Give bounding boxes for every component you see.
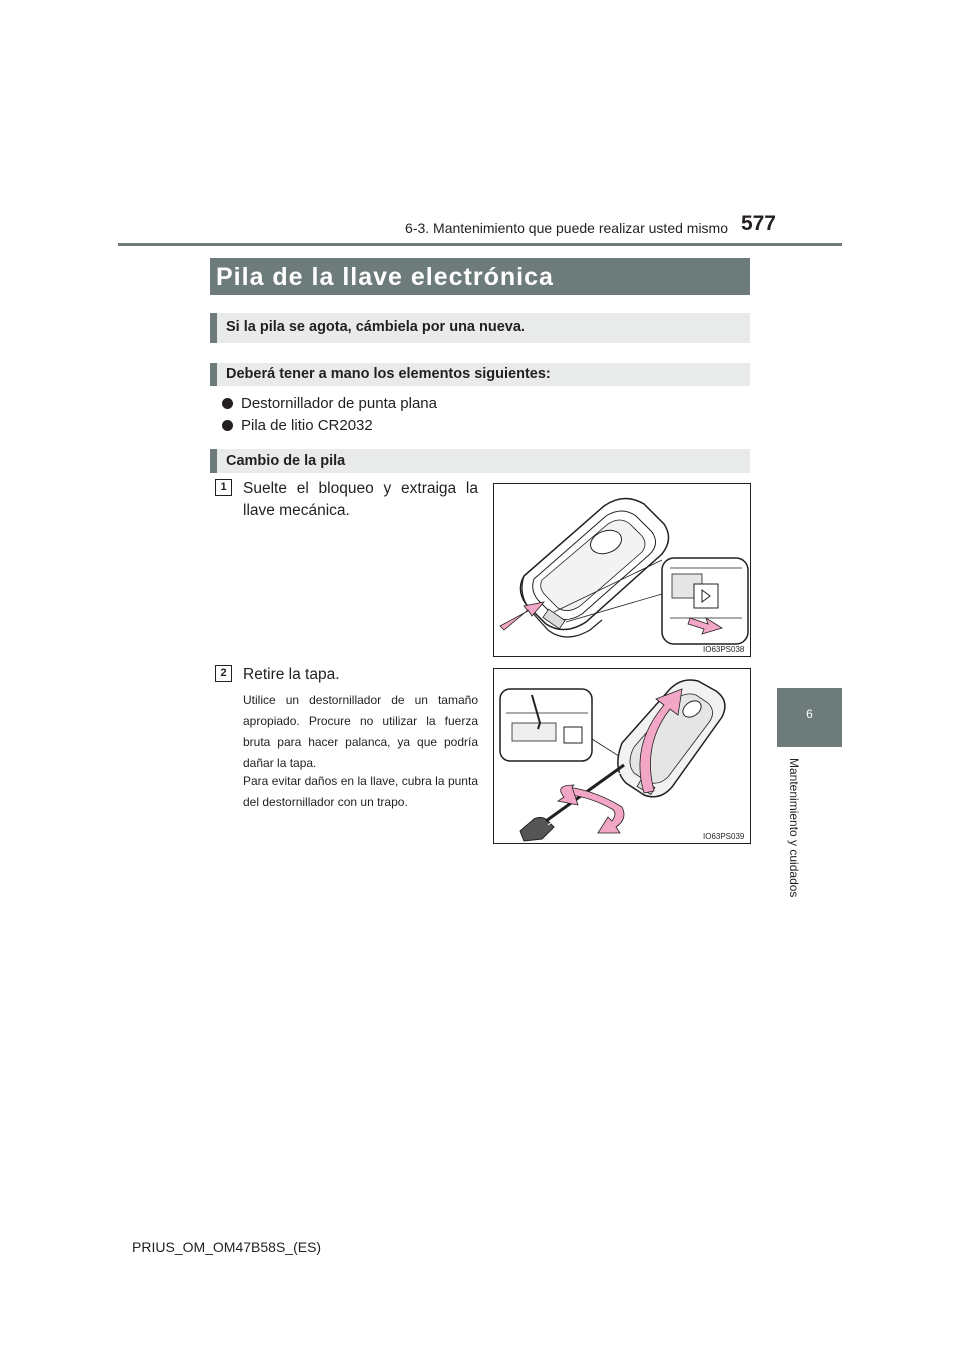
chapter-title bbox=[785, 758, 801, 908]
step-2-note-2: Para evitar daños en la llave, cubra la punta del destornillador con un trapo. bbox=[243, 774, 478, 809]
step-2-text: Retire la tapa. bbox=[243, 666, 340, 683]
chapter-number: 6 bbox=[806, 707, 813, 721]
page-number: 577 bbox=[740, 212, 776, 235]
step-1-text: Suelte el bloqueo y extraiga la llave mecánica. bbox=[243, 480, 478, 519]
document-footer: PRIUS_OM_OM47B58S_(ES) bbox=[132, 1239, 322, 1255]
bullet-icon bbox=[222, 398, 233, 409]
intro-box bbox=[210, 313, 750, 343]
cover-removal-illustration bbox=[494, 669, 750, 843]
chapter-title-text: Mantenimiento y cuidados bbox=[787, 758, 801, 898]
step-2-note-1: Utilice un destornillador de un tamaño apropiado. Procure no utilizar la fuerza bruta para hacer palanca, ya que podría dañar la tapa. bbox=[243, 693, 478, 770]
list-item-text: Pila de litio CR2032 bbox=[241, 417, 373, 434]
figure-remove-mechanical-key bbox=[493, 483, 751, 657]
list-item bbox=[222, 395, 437, 412]
header-rule bbox=[118, 243, 842, 246]
step-number-2: 2 bbox=[215, 665, 232, 682]
change-heading-box bbox=[210, 449, 750, 473]
change-heading: Cambio de la pila bbox=[226, 453, 346, 469]
bullet-icon bbox=[222, 420, 233, 431]
figure-code: IO63PS039 bbox=[703, 832, 745, 841]
key-fob-illustration bbox=[494, 484, 750, 656]
list-item-text: Destornillador de punta plana bbox=[241, 395, 437, 412]
page-title: Pila de la llave electrónica bbox=[216, 263, 554, 291]
box-edge bbox=[210, 363, 217, 386]
list-item bbox=[222, 417, 373, 434]
items-heading: Deberá tener a mano los elementos siguientes: bbox=[226, 366, 551, 382]
figure-code: IO63PS038 bbox=[703, 645, 745, 654]
intro-text: Si la pila se agota, cámbiela por una nueva. bbox=[226, 319, 525, 335]
step-number-1: 1 bbox=[215, 479, 232, 496]
box-edge bbox=[210, 313, 217, 343]
items-heading-box bbox=[210, 363, 750, 386]
figure-remove-cover bbox=[493, 668, 751, 844]
section-name: 6-3. Mantenimiento que puede realizar usted mismo bbox=[405, 220, 728, 236]
box-edge bbox=[210, 449, 217, 473]
